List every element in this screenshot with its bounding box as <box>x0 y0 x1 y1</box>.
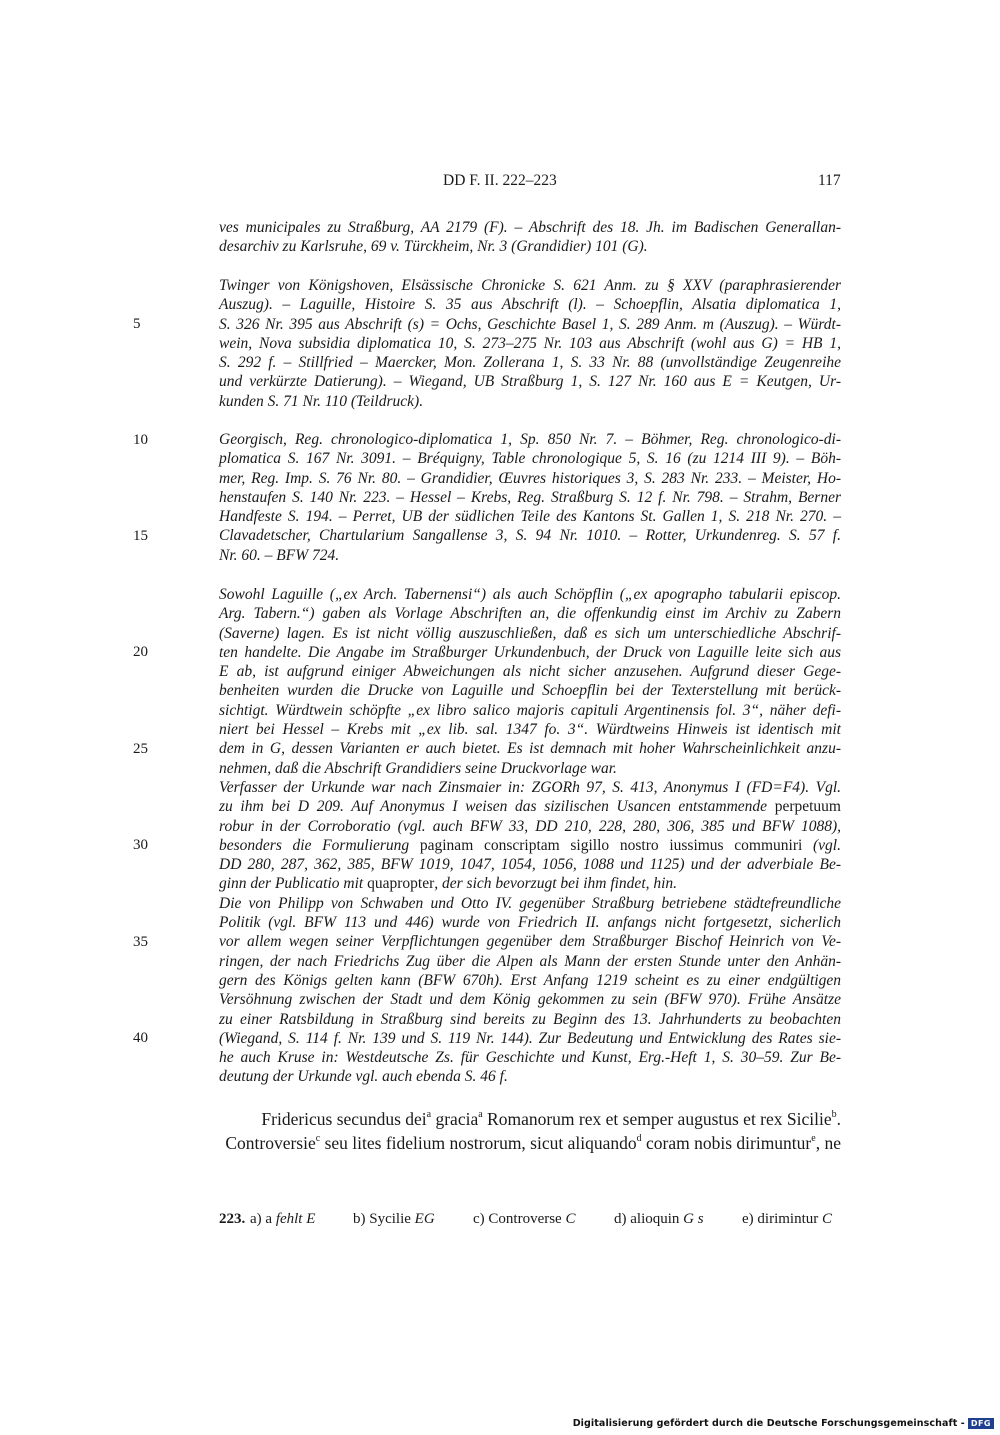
note-line: Politik (vgl. BFW 113 und 446) wurde von Friedrich II. anfangs nicht fortgesetzt, sicherlich <box>219 914 841 932</box>
apparatus-entry-b <box>353 1211 435 1228</box>
page-header <box>0 172 1000 196</box>
note-line: ringen, der nach Friedrichs Zug über die Alpen als Mann der ersten Stunde unter den Anhän- <box>219 952 841 970</box>
quoted-word: perpetuum <box>774 798 841 816</box>
apparatus-note: EG <box>414 1211 435 1227</box>
apparatus-note: fehlt E <box>275 1211 316 1227</box>
commentary-note <box>219 585 841 1087</box>
note-line: ten handelte. Die Angabe im Straßburger Urkundenbuch, der Druck von Laguille leite sich aus <box>219 643 841 661</box>
text-line <box>200 1131 841 1155</box>
apparatus-label: d) alioquin <box>614 1211 680 1227</box>
apparatus-note: G s <box>683 1211 704 1227</box>
note-line: Clavadetscher, Chartularium Sangallense 3, S. 94 Nr. 1010. – Rotter, Urkundenreg. S. 57 f. <box>219 527 841 545</box>
note-line: wein, Nova subsidia diplomatica 10, S. 273–275 Nr. 103 aus Abschrift (wohl aus G) = HB 1, <box>219 334 841 352</box>
note-line: vor allem wegen seiner Verpflichtungen gegenüber dem Straßburger Bischof Heinrich von Ve- <box>219 933 841 951</box>
apparatus-note: C <box>821 1211 832 1227</box>
note-line: Arg. Tabern.“) gaben als Vorlage Abschriften an, die offenkundig einst im Archiv zu Zabern <box>219 605 841 623</box>
note-line: (Saverne) lagen. Es ist nicht völlig auszuschließen, daß es sich um unterschiedliche Abschrif- <box>219 624 841 642</box>
line-number: 15 <box>133 528 148 544</box>
note-line <box>219 797 841 816</box>
note-line: Nr. 60. – BFW 724. <box>219 546 340 564</box>
line-number: 25 <box>133 741 148 757</box>
note-line <box>219 874 841 893</box>
note-line: niert bei Hessel – Krebs mit „ex lib. sal. 1347 fo. 3“. Würdtweins Hinweis ist identisch mit <box>219 721 841 739</box>
note-line: S. 292 f. – Stillfried – Maercker, Mon. Zollerana 1, S. 33 Nr. 88 (unvollständige Zeugenreihe <box>219 354 841 372</box>
text-span: . <box>836 1109 841 1129</box>
note-line: S. 326 Nr. 395 aus Abschrift (s) = Ochs, Geschichte Basel 1, S. 289 Anm. m (Auszug). – Würdt- <box>219 315 841 333</box>
text-span: , ne <box>815 1133 841 1153</box>
line-number: 35 <box>133 934 148 950</box>
text-line <box>200 1107 841 1131</box>
note-text: (vgl. <box>802 836 841 854</box>
text-span: Romanorum rex et semper augustus et rex Sicilie <box>482 1109 832 1129</box>
regesta-note <box>219 430 841 565</box>
credit-text: Digitalisierung gefördert durch die Deutsche Forschungsgemeinschaft - <box>572 1418 965 1429</box>
note-line: plomatica S. 167 Nr. 3091. – Bréquigny, Table chronologique 5, S. 16 (zu 1214 III 9). – Böh- <box>219 450 841 468</box>
apparatus-number <box>219 1211 245 1228</box>
note-line: he auch Kruse in: Westdeutsche Zs. für Geschichte und Kunst, Erg.-Heft 1, S. 30–59. Zur Be- <box>219 1049 841 1067</box>
note-text: ginn der Publicatio mit <box>219 875 368 893</box>
apparatus-label: a) a <box>250 1211 273 1227</box>
text-span: Fridericus secundus dei <box>261 1109 427 1129</box>
note-text: robur in der Corroboratio (vgl. auch BFW 33, DD 210, 228, 280, 306, 385 und BFW 1088), <box>219 817 841 835</box>
footnote-marker: e <box>811 1133 816 1145</box>
digitization-credit <box>573 1418 994 1429</box>
tradition-note <box>219 218 841 257</box>
apparatus-label: e) dirimintur <box>742 1211 819 1227</box>
line-number: 5 <box>133 316 141 332</box>
apparatus-label: c) Controverse <box>473 1211 562 1227</box>
apparatus-note: C <box>565 1211 576 1227</box>
apparatus-label: b) Sycilie <box>353 1211 411 1227</box>
quoted-word: quapropter <box>367 875 435 893</box>
note-line: mer, Reg. Imp. S. 76 Nr. 80. – Grandidier, Œuvres historiques 3, S. 283 Nr. 233. – Meister, Ho- <box>219 469 841 487</box>
text-span: coram nobis dirimuntur <box>641 1133 812 1153</box>
note-text: besonders die Formulierung <box>219 836 420 854</box>
editions-note <box>219 276 841 411</box>
note-line: DD 280, 287, 362, 385, BFW 1019, 1047, 1054, 1056, 1088 und 1125) und der adverbiale Be- <box>219 856 841 874</box>
note-line: Die von Philipp von Schwaben und Otto IV. gegenüber Straßburg betriebene städtefreundliche <box>219 894 841 912</box>
footnote-marker: b <box>831 1109 837 1121</box>
note-line: henstaufen S. 140 Nr. 223. – Hessel – Krebs, Reg. Straßburg S. 12 f. Nr. 798. – Strahm, Berner <box>219 488 841 506</box>
apparatus-entry-d <box>614 1211 704 1228</box>
note-text: zu ihm bei D 209. Auf Anonymus I weisen das sizilischen Usancen entstammende <box>219 798 775 816</box>
line-number: 30 <box>133 837 148 853</box>
note-line: Georgisch, Reg. chronologico-diplomatica 1, Sp. 850 Nr. 7. – Böhmer, Reg. chronologico-di- <box>219 431 841 448</box>
apparatus-number-text: 223. <box>219 1211 246 1227</box>
note-line: E ab, ist aufgrund einiger Abweichungen als nicht sicher anzusehen. Aufgrund dieser Gege- <box>219 663 841 681</box>
footnote-marker: a <box>478 1109 483 1121</box>
text-span: Controversie <box>225 1133 316 1153</box>
footnote-marker: a <box>426 1109 432 1121</box>
apparatus-entry-c <box>473 1211 575 1228</box>
line-number: 20 <box>133 644 148 660</box>
note-line: Auszug). – Laguille, Histoire S. 35 aus Abschrift (l). – Schoepflin, Alsatia diplomatica 1, <box>219 296 841 314</box>
footnote-marker: d <box>636 1133 642 1145</box>
note-line <box>219 817 841 836</box>
note-line: Twinger von Königshoven, Elsässische Chronicke S. 621 Anm. zu § XXV (paraphrasierender <box>219 277 841 294</box>
note-line: benheiten wurden die Drucke von Laguille und Schoepflin bei der Texterstellung mit berück- <box>219 682 841 700</box>
note-line: kunden S. 71 Nr. 110 (Teildruck). <box>219 392 424 410</box>
running-title: DD F. II. 222–223 <box>443 172 557 189</box>
apparatus-entry-a <box>250 1211 315 1228</box>
note-line: Handfeste S. 194. – Perret, UB der südlichen Teile des Kantons St. Gallen 1, S. 218 Nr. 270. – <box>219 508 841 526</box>
dfg-logo: DFG <box>968 1418 994 1429</box>
note-line: (Wiegand, S. 114 f. Nr. 139 und S. 119 Nr. 144). Zur Bedeutung und Entwicklung des Rates sie- <box>219 1029 841 1047</box>
note-line: desarchiv zu Karlsruhe, 69 v. Türckheim, Nr. 3 (Grandidier) 101 (G). <box>219 238 648 256</box>
text-span: seu lites fidelium nostrorum, sicut aliquando <box>320 1133 637 1153</box>
footnote-marker: c <box>315 1133 321 1145</box>
apparatus-entry-e <box>742 1211 832 1228</box>
note-line: Sowohl Laguille („ex Arch. Tabernensi“) als auch Schöpflin („ex apographo tabularii episcop. <box>219 586 841 603</box>
note-line <box>219 836 841 855</box>
line-number: 10 <box>133 432 148 448</box>
note-line: sichtigt. Würdtwein schöpfte „ex libro salico majoris capituli Argentinensis fol. 3“, näher defi- <box>219 701 841 719</box>
note-line: Versöhnung zwischen der Stadt und dem König gekommen zu sein (BFW 970). Frühe Ansätze <box>219 991 841 1009</box>
note-line: nehmen, daß die Abschrift Grandidiers seine Druckvorlage war. <box>219 759 617 777</box>
note-line: deutung der Urkunde vgl. auch ebenda S. 46 f. <box>219 1068 508 1086</box>
note-line: ves municipales zu Straßburg, AA 2179 (F). – Abschrift des 18. Jh. im Badischen Generallan- <box>219 219 841 236</box>
note-line: dem in G, dessen Varianten er auch bietet. Es ist demnach mit hoher Wahrscheinlichkeit anzu- <box>219 740 841 758</box>
line-number: 40 <box>133 1030 148 1046</box>
note-line: zu einer Ratsbildung in Straßburg sind bereits zu Beginn des 13. Jahrhunderts zu beobachten <box>219 1010 841 1028</box>
critical-apparatus <box>219 1211 859 1233</box>
text-span: gracia <box>431 1109 479 1129</box>
note-line: Verfasser der Urkunde war nach Zinsmaier in: ZGORh 97, S. 413, Anonymus I (FD=F4). Vgl. <box>219 778 841 796</box>
charter-text <box>200 1107 841 1155</box>
note-text: , der sich bevorzugt bei ihm findet, hin. <box>434 875 678 893</box>
page-number: 117 <box>818 172 841 189</box>
note-line: gern des Königs gelten kann (BFW 670h). Erst Anfang 1219 scheint es zu einer endgültigen <box>219 971 841 989</box>
note-line: und verkürzte Datierung). – Wiegand, UB Straßburg 1, S. 127 Nr. 160 aus E = Keutgen, Ur- <box>219 373 841 391</box>
quoted-formula: paginam conscriptam sigillo nostro iussimus communiri <box>419 836 803 854</box>
